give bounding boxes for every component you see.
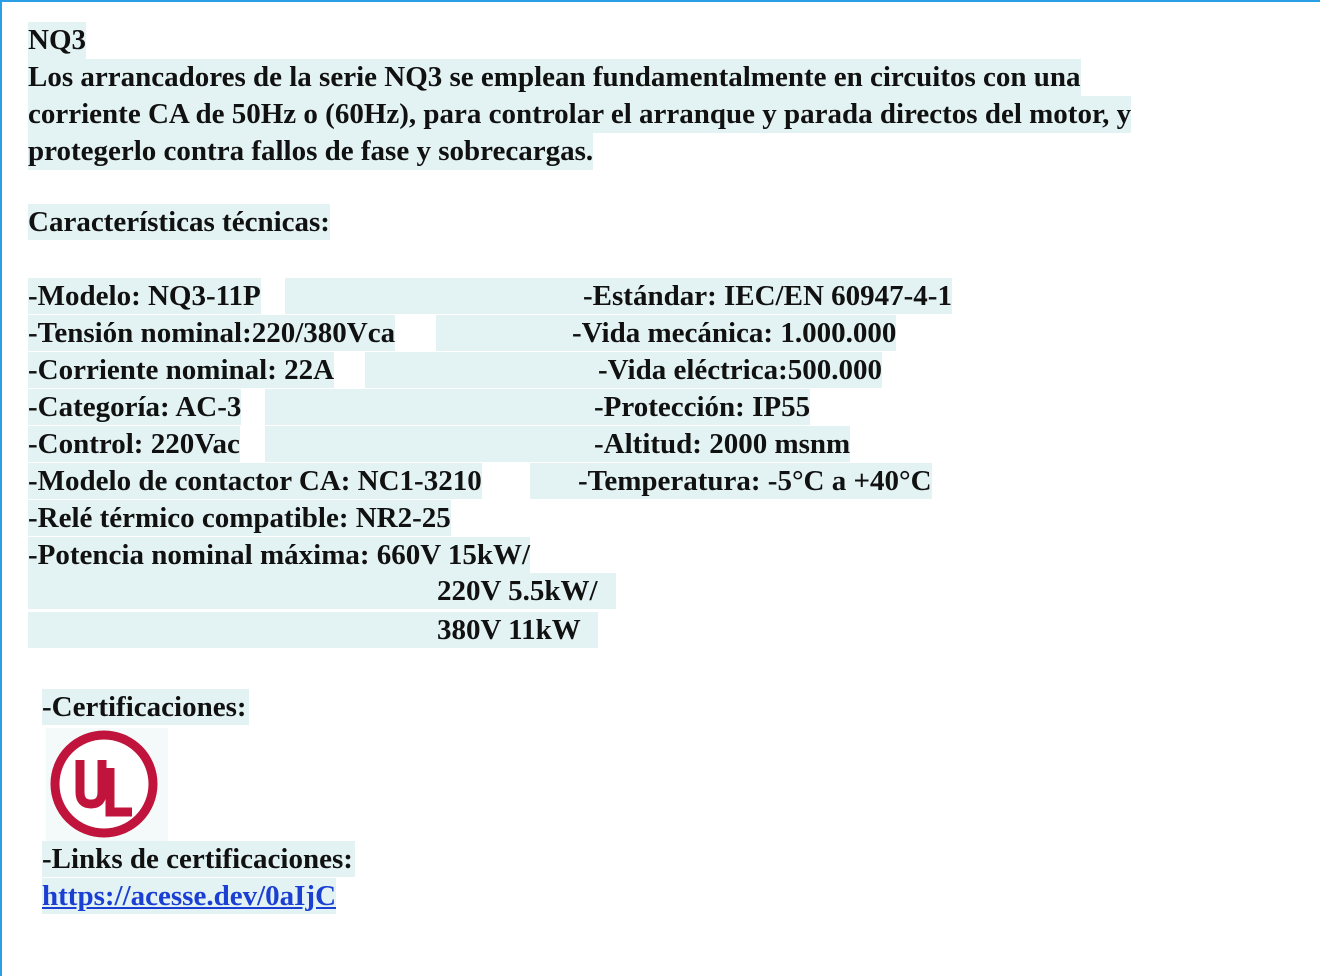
- spec-relay: -Relé térmico compatible: NR2-25: [28, 502, 451, 534]
- band-row-6: [530, 463, 582, 499]
- spec-control: -Control: 220Vac: [28, 428, 240, 460]
- intro-line-1: Los arrancadores de la serie NQ3 se emplean fundamentalmente en circuitos con una: [28, 59, 1081, 96]
- band-row-4: [265, 389, 597, 425]
- spec-power-220: 220V 5.5kW/: [437, 575, 598, 607]
- spec-mech-life: -Vida mecánica: 1.000.000: [572, 317, 897, 349]
- spec-voltage: -Tensión nominal:220/380Vca: [28, 317, 396, 349]
- band-row-5: [265, 426, 597, 462]
- intro-section: [28, 22, 1131, 170]
- spec-protection: -Protección: IP55: [594, 391, 811, 423]
- spec-contactor: -Modelo de contactor CA: NC1-3210: [28, 465, 482, 497]
- spec-power-380: 380V 11kW: [437, 614, 581, 646]
- spec-temperature: -Temperatura: -5°C a +40°C: [578, 465, 932, 497]
- band-row-3: [365, 352, 601, 388]
- links-heading: -Links de certificaciones:: [42, 843, 353, 875]
- certification-link-row: [42, 878, 336, 914]
- spec-standard: -Estándar: IEC/EN 60947-4-1: [583, 280, 952, 312]
- spec-power: -Potencia nominal máxima: 660V 15kW/: [28, 539, 531, 571]
- band-row-2: [436, 315, 576, 351]
- certification-link[interactable]: https://acesse.dev/0aIjC: [42, 880, 337, 912]
- intro-line-2: corriente CA de 50Hz o (60Hz), para controlar el arranque y parada directos del motor, y: [28, 96, 1131, 133]
- spec-current: -Corriente nominal: 22A: [28, 354, 335, 386]
- ul-logo-icon: [46, 728, 168, 841]
- certifications-heading: -Certificaciones:: [42, 691, 247, 723]
- spec-altitude: -Altitud: 2000 msnm: [594, 428, 851, 460]
- spec-elec-life: -Vida eléctrica:500.000: [598, 354, 882, 386]
- spec-model: -Modelo: NQ3-11P: [28, 280, 261, 312]
- specs-heading: Características técnicas:: [28, 206, 330, 238]
- doc-title: NQ3: [28, 22, 86, 59]
- ul-logo: [46, 728, 168, 841]
- intro-line-3: protegerlo contra fallos de fase y sobrecargas.: [28, 133, 593, 170]
- spec-category: -Categoría: AC-3: [28, 391, 242, 423]
- band-row-1: [285, 278, 585, 314]
